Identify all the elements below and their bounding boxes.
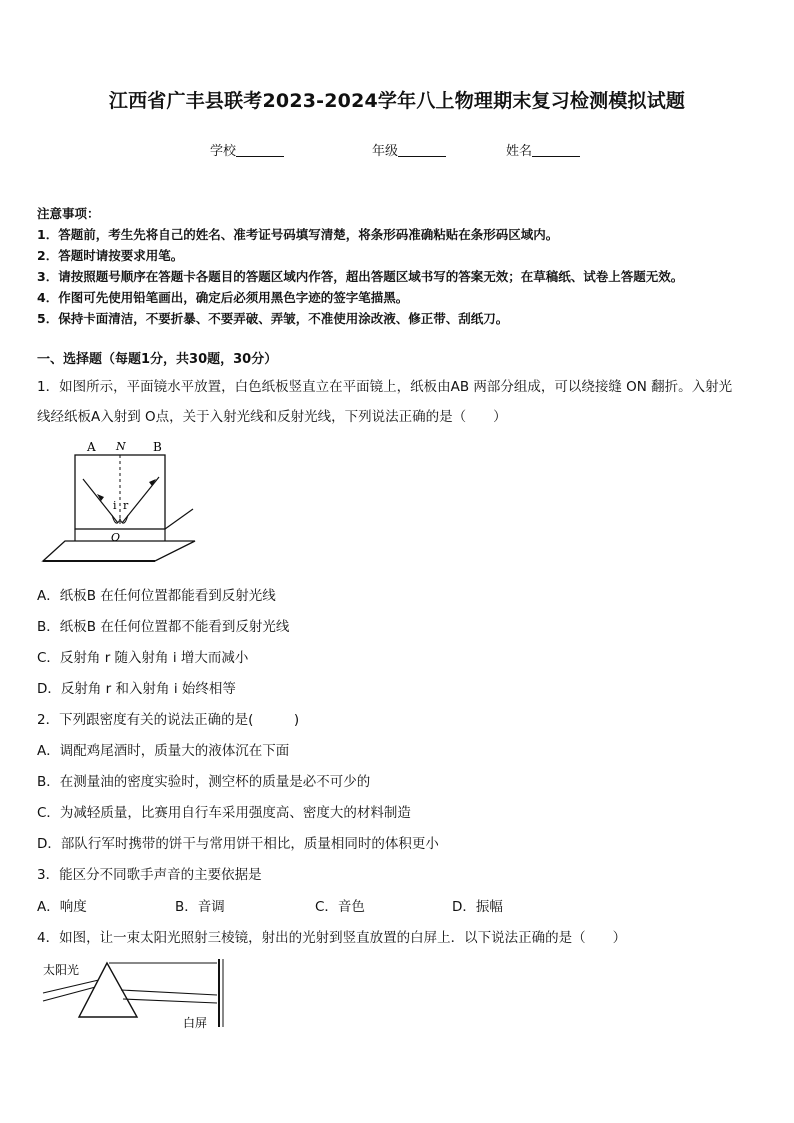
- notes-item: 3．请按照题号顺序在答题卡各题目的答题区域内作答，超出答题区域书写的答案无效；在草稿纸、试卷上答题无效。: [37, 269, 684, 284]
- grade-blank[interactable]: [398, 144, 446, 157]
- q3-stem: 3．能区分不同歌手声音的主要依据是: [37, 867, 262, 883]
- grade-field[interactable]: [372, 140, 446, 159]
- grade-label: 年级: [372, 144, 399, 159]
- notes-block: [37, 203, 683, 329]
- section-heading: 一、选择题（每题1分，共30题，30分）: [37, 352, 278, 367]
- name-label: 姓名: [506, 144, 533, 159]
- q1-option-b[interactable]: B．纸板B 在任何位置都不能看到反射光线: [37, 619, 290, 635]
- q1-stem-line2: 线经纸板A入射到 O点，关于入射光线和反射光线，下列说法正确的是（ ）: [37, 409, 507, 425]
- q2-option-b[interactable]: B．在测量油的密度实验时，测空杯的质量是必不可少的: [37, 774, 371, 790]
- label-n: N: [116, 440, 126, 453]
- q3-option-a[interactable]: A．响度: [37, 899, 87, 915]
- label-r: r: [123, 499, 129, 512]
- school-label: 学校: [210, 144, 237, 159]
- q3-option-b[interactable]: B．音调: [175, 899, 225, 915]
- name-blank[interactable]: [532, 144, 580, 157]
- notes-item: 1．答题前，考生先将自己的姓名、准考证号码填写清楚，将条形码准确粘贴在条形码区域内。: [37, 227, 559, 242]
- label-b: B: [153, 440, 162, 454]
- label-a: A: [87, 440, 96, 454]
- name-field[interactable]: [506, 140, 580, 159]
- q4-prism-figure: [41, 955, 231, 1033]
- q1-stem-line1: 1．如图所示，平面镜水平放置，白色纸板竖直立在平面镜上，纸板由AB 两部分组成，可以绕接缝 ON 翻折。入射光: [37, 379, 733, 395]
- q1-option-c[interactable]: C．反射角 r 随入射角 i 增大而减小: [37, 650, 249, 666]
- exam-title: 江西省广丰县联考2023-2024学年八上物理期末复习检测模拟试题: [108, 90, 686, 112]
- mirror-plane: [43, 541, 195, 561]
- q1-option-a[interactable]: A．纸板B 在任何位置都能看到反射光线: [37, 588, 276, 604]
- q2-stem: 2．下列跟密度有关的说法正确的是( ): [37, 712, 300, 728]
- notes-item: 5．保持卡面清洁，不要折暴、不要弄破、弄皱，不准使用涂改液、修正带、刮纸刀。: [37, 311, 509, 326]
- q2-option-d[interactable]: D．部队行军时携带的饼干与常用饼干相比，质量相同时的体积更小: [37, 836, 439, 852]
- q4-stem: 4．如图，让一束太阳光照射三棱镜，射出的光射到竖直放置的白屏上．以下说法正确的是（ ）: [37, 930, 627, 946]
- school-field[interactable]: [210, 140, 284, 159]
- school-blank[interactable]: [236, 144, 284, 157]
- sun-label: 太阳光: [43, 963, 80, 977]
- q3-option-d[interactable]: D．振幅: [452, 899, 503, 915]
- notes-item: 2．答题时请按要求用笔。: [37, 248, 184, 263]
- notes-heading: 注意事项：: [37, 206, 100, 221]
- label-o: O: [111, 531, 121, 544]
- q3-option-c[interactable]: C．音色: [315, 899, 365, 915]
- label-i: i: [113, 499, 117, 512]
- q1-mirror-figure: [41, 437, 201, 567]
- q2-option-a[interactable]: A．调配鸡尾酒时，质量大的液体沉在下面: [37, 743, 290, 759]
- screen-label: 白屏: [183, 1016, 208, 1030]
- q2-option-c[interactable]: C．为减轻质量，比赛用自行车采用强度高、密度大的材料制造: [37, 805, 411, 821]
- q1-option-d[interactable]: D．反射角 r 和入射角 i 始终相等: [37, 681, 236, 697]
- notes-item: 4．作图可先使用铅笔画出，确定后必须用黑色字迹的签字笔描黑。: [37, 290, 409, 305]
